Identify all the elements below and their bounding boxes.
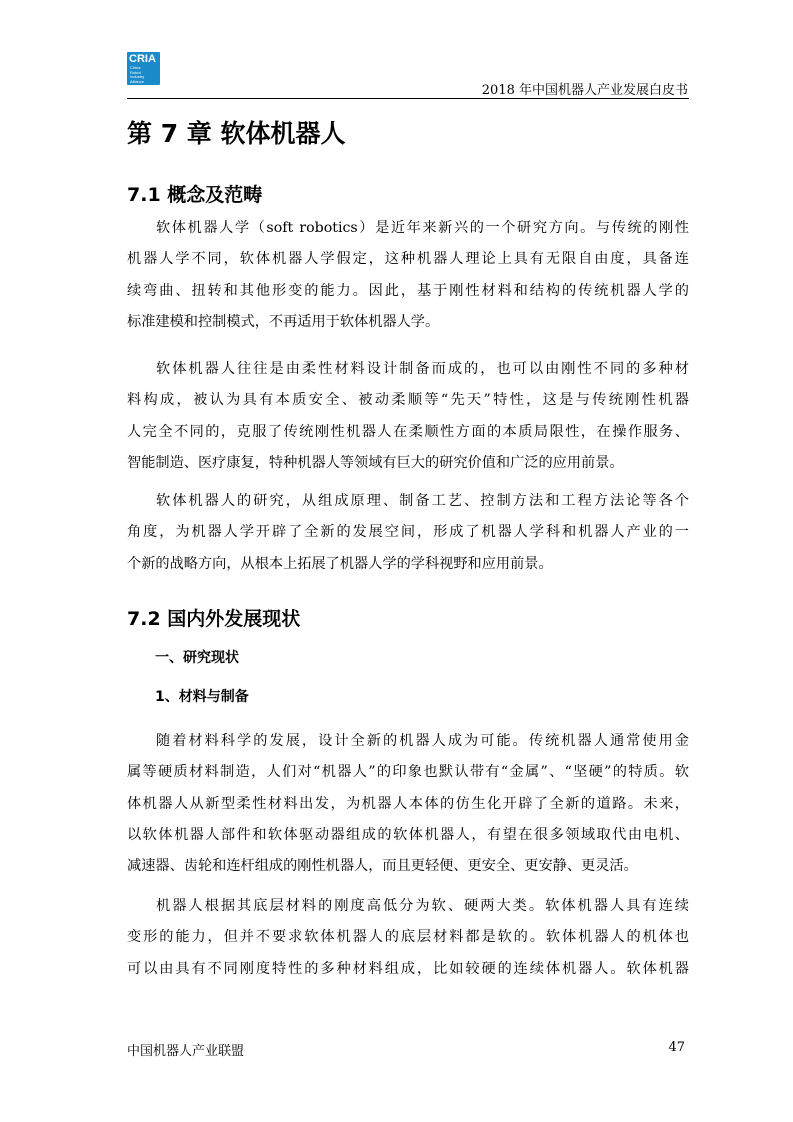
logo-tagline: China Robot Industry Alliance [130,65,145,84]
chapter-title: 第 7 章 软体机器人 [127,119,346,148]
paragraph-line: 智能制造、医疗康复，特种机器人等领域有巨大的研究价值和广泛的应用前景。 [127,454,624,471]
subsection-heading-materials: 1、材料与制备 [155,689,249,705]
paragraph-line: 软体机器人往往是由柔性材料设计制备而成的，也可以由刚性不同的多种材 [156,361,689,377]
section-heading-7-2: 7.2 国内外发展现状 [127,608,301,630]
paragraph-line: 人完全不同的，克服了传统刚性机器人在柔顺性方面的本质局限性，在操作服务、 [127,423,689,440]
paragraph-line: 属等硬质材料制造，人们对“机器人”的印象也默认带有“金属”、“坚硬”的特质。软 [127,764,689,781]
paragraph-line: 机器人根据其底层材料的刚度高低分为软、硬两大类。软体机器人具有连续 [156,898,689,914]
paragraph-line: 个新的战略方向，从根本上拓展了机器人学的学科视野和应用前景。 [127,555,553,572]
paragraph-1 [127,213,689,338]
paragraph-line: 体机器人从新型柔性材料出发，为机器人本体的仿生化开辟了全新的道路。未来， [127,795,689,812]
footer-organization: 中国机器人产业联盟 [127,1044,245,1059]
paragraph-3 [127,486,689,580]
paragraph-line: 可以由具有不同刚度特性的多种材料组成，比如较硬的连续体机器人。软体机器 [127,960,689,977]
page-number: 47 [668,1040,685,1055]
paragraph-5 [127,891,689,985]
paragraph-line: 标准建模和控制模式，不再适用于软体机器人学。 [127,313,440,330]
running-header-title: 2018 年中国机器人产业发展白皮书 [481,83,688,98]
paragraph-line: 续弯曲、扭转和其他形变的能力。因此，基于刚性材料和结构的传统机器人学的 [127,282,689,299]
paragraph-line: 料构成，被认为具有本质安全、被动柔顺等“先天”特性，这是与传统刚性机器 [127,392,689,409]
cria-logo [127,52,160,85]
paragraph-line: 角度，为机器人学开辟了全新的发展空间，形成了机器人学科和机器人产业的一 [127,524,689,541]
header-divider [127,98,689,99]
paragraph-line: 以软体机器人部件和软体驱动器组成的软体机器人，有望在很多领域取代由电机、 [127,826,689,843]
paragraph-line: 软体机器人学（soft robotics）是近年来新兴的一个研究方向。与传统的刚性 [156,220,689,236]
paragraph-line: 机器人学不同，软体机器人学假定，这种机器人理论上具有无限自由度，具备连 [127,251,689,268]
paragraph-4 [127,726,689,882]
section-heading-7-1: 7.1 概念及范畴 [127,184,263,206]
paragraph-2 [127,354,689,479]
paragraph-line: 减速器、齿轮和连杆组成的刚性机器人，而且更轻便、更安全、更安静、更灵活。 [127,858,638,875]
paragraph-line: 软体机器人的研究，从组成原理、制备工艺、控制方法和工程方法论等各个 [156,493,689,509]
paragraph-line: 随着材料科学的发展，设计全新的机器人成为可能。传统机器人通常使用金 [156,733,689,749]
subsection-heading-research-status: 一、研究现状 [155,650,239,666]
logo-text: CRIA [129,53,156,65]
paragraph-line: 变形的能力，但并不要求软体机器人的底层材料都是软的。软体机器人的机体也 [127,929,689,946]
